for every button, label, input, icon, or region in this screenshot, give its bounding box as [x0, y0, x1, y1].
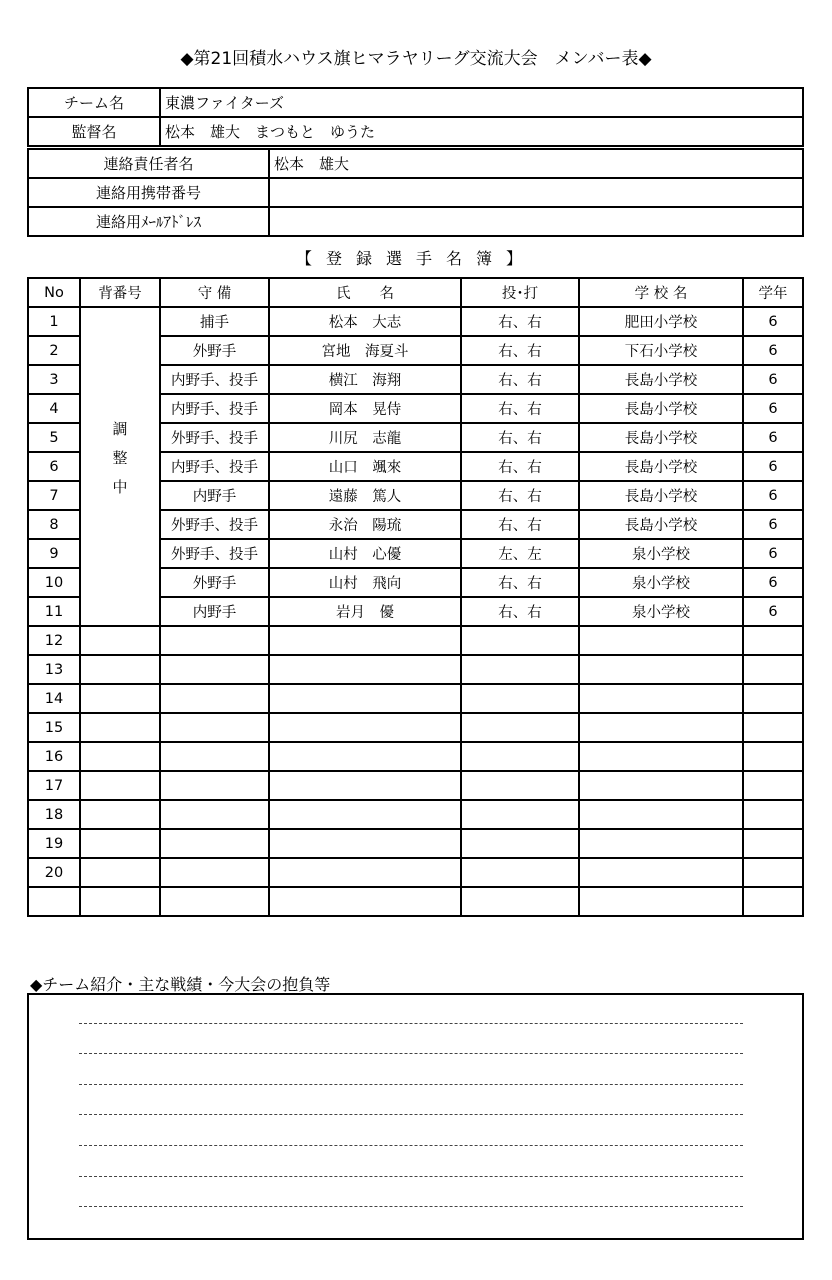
header-name: 氏 名: [269, 278, 461, 307]
uniform-number-cell[interactable]: [80, 858, 160, 887]
player-position[interactable]: [160, 626, 269, 655]
table-row: [28, 307, 803, 336]
player-position[interactable]: 外野手: [160, 568, 269, 597]
player-position[interactable]: 内野手: [160, 597, 269, 626]
table-row: [28, 626, 803, 655]
page-title: ◆第21回積水ハウス旗ヒマラヤリーグ交流大会 メンバー表◆: [180, 49, 652, 69]
player-no: 12: [28, 626, 80, 655]
email-row: [28, 207, 803, 236]
email-label: 連絡用ﾒｰﾙｱﾄﾞﾚｽ: [28, 207, 269, 236]
player-name[interactable]: [269, 626, 461, 655]
player-school[interactable]: 泉小学校: [579, 539, 743, 568]
player-throw-bat[interactable]: 右、右: [461, 307, 579, 336]
table-row: [28, 684, 803, 713]
roster-table: [27, 277, 804, 917]
player-no: 18: [28, 800, 80, 829]
player-school[interactable]: [579, 887, 743, 916]
player-school[interactable]: [579, 771, 743, 800]
player-grade[interactable]: [743, 713, 803, 742]
player-position[interactable]: [160, 655, 269, 684]
player-no: 13: [28, 655, 80, 684]
player-school[interactable]: 長島小学校: [579, 423, 743, 452]
uniform-number-cell[interactable]: [80, 771, 160, 800]
header-throw-bat: 投･打: [461, 278, 579, 307]
player-throw-bat[interactable]: [461, 655, 579, 684]
player-no: 8: [28, 510, 80, 539]
player-grade[interactable]: [743, 829, 803, 858]
player-name[interactable]: 山村 心優: [269, 539, 461, 568]
player-position[interactable]: [160, 771, 269, 800]
player-school[interactable]: [579, 829, 743, 858]
player-grade[interactable]: 6: [743, 597, 803, 626]
player-position[interactable]: 内野手: [160, 481, 269, 510]
player-school[interactable]: 下石小学校: [579, 336, 743, 365]
table-row: [28, 713, 803, 742]
player-school[interactable]: 肥田小学校: [579, 307, 743, 336]
uniform-number-cell[interactable]: [80, 307, 160, 626]
player-grade[interactable]: 6: [743, 394, 803, 423]
player-position[interactable]: 捕手: [160, 307, 269, 336]
player-school[interactable]: [579, 713, 743, 742]
header-grade: 学年: [743, 278, 803, 307]
uniform-number-cell[interactable]: [80, 655, 160, 684]
player-name[interactable]: [269, 771, 461, 800]
uniform-number-cell[interactable]: [80, 887, 160, 916]
player-position[interactable]: [160, 800, 269, 829]
player-school[interactable]: [579, 655, 743, 684]
player-no: 10: [28, 568, 80, 597]
player-throw-bat[interactable]: [461, 684, 579, 713]
player-school[interactable]: 長島小学校: [579, 452, 743, 481]
player-name[interactable]: [269, 655, 461, 684]
player-school[interactable]: 泉小学校: [579, 568, 743, 597]
player-throw-bat[interactable]: 右、右: [461, 597, 579, 626]
player-school[interactable]: [579, 858, 743, 887]
player-throw-bat[interactable]: [461, 800, 579, 829]
contact-label: 連絡責任者名: [28, 149, 269, 178]
dashed-line: [79, 1114, 743, 1115]
player-no: 4: [28, 394, 80, 423]
player-school[interactable]: [579, 626, 743, 655]
player-throw-bat[interactable]: [461, 771, 579, 800]
player-name[interactable]: [269, 858, 461, 887]
uniform-number-cell[interactable]: [80, 713, 160, 742]
player-no: 2: [28, 336, 80, 365]
player-name[interactable]: [269, 800, 461, 829]
player-position[interactable]: [160, 887, 269, 916]
player-no: 15: [28, 713, 80, 742]
manager-value[interactable]: 松本 雄大 まつもと ゆうた: [160, 117, 803, 146]
player-position[interactable]: 外野手: [160, 336, 269, 365]
player-name[interactable]: [269, 887, 461, 916]
player-grade[interactable]: 6: [743, 568, 803, 597]
player-throw-bat[interactable]: 右、右: [461, 568, 579, 597]
player-position[interactable]: 内野手、投手: [160, 394, 269, 423]
player-throw-bat[interactable]: 右、右: [461, 423, 579, 452]
player-no: 16: [28, 742, 80, 771]
table-row: [28, 742, 803, 771]
team-info-table: [27, 87, 804, 147]
uniform-number-cell[interactable]: [80, 684, 160, 713]
table-row: [28, 800, 803, 829]
player-grade[interactable]: 6: [743, 307, 803, 336]
player-grade[interactable]: 6: [743, 365, 803, 394]
dashed-line: [79, 1145, 743, 1146]
player-name[interactable]: 山村 飛向: [269, 568, 461, 597]
player-no: 20: [28, 858, 80, 887]
player-grade[interactable]: [743, 771, 803, 800]
player-name[interactable]: 松本 大志: [269, 307, 461, 336]
player-grade[interactable]: 6: [743, 452, 803, 481]
player-throw-bat[interactable]: 右、右: [461, 510, 579, 539]
player-throw-bat[interactable]: [461, 829, 579, 858]
phone-value[interactable]: [269, 178, 803, 207]
player-name[interactable]: [269, 829, 461, 858]
player-name[interactable]: [269, 684, 461, 713]
table-row: [28, 771, 803, 800]
header-no: No: [28, 278, 80, 307]
table-row: [28, 858, 803, 887]
player-name[interactable]: [269, 742, 461, 771]
uniform-note: 調整中: [110, 421, 129, 508]
player-grade[interactable]: 6: [743, 539, 803, 568]
player-position[interactable]: 外野手、投手: [160, 510, 269, 539]
player-name[interactable]: 遠藤 篤人: [269, 481, 461, 510]
header-school: 学 校 名: [579, 278, 743, 307]
player-throw-bat[interactable]: 左、左: [461, 539, 579, 568]
player-name[interactable]: 山口 颯來: [269, 452, 461, 481]
player-throw-bat[interactable]: [461, 858, 579, 887]
contact-info-table: [27, 148, 804, 237]
player-position[interactable]: [160, 742, 269, 771]
player-grade[interactable]: 6: [743, 481, 803, 510]
dashed-line: [79, 1084, 743, 1085]
player-school[interactable]: [579, 684, 743, 713]
player-throw-bat[interactable]: 右、右: [461, 452, 579, 481]
player-no: 3: [28, 365, 80, 394]
player-grade[interactable]: [743, 626, 803, 655]
player-grade[interactable]: [743, 858, 803, 887]
roster-header-row: [28, 278, 803, 307]
manager-row: [28, 117, 803, 146]
roster-title: 【登録選手名簿】: [295, 249, 536, 268]
player-grade[interactable]: [743, 887, 803, 916]
header-uniform-number: 背番号: [80, 278, 160, 307]
uniform-number-cell[interactable]: [80, 800, 160, 829]
player-grade[interactable]: 6: [743, 510, 803, 539]
player-throw-bat[interactable]: [461, 626, 579, 655]
player-grade[interactable]: [743, 800, 803, 829]
player-school[interactable]: 長島小学校: [579, 481, 743, 510]
phone-row: [28, 178, 803, 207]
player-name[interactable]: 永治 陽琉: [269, 510, 461, 539]
contact-value[interactable]: 松本 雄大: [269, 149, 803, 178]
player-grade[interactable]: 6: [743, 336, 803, 365]
player-position[interactable]: [160, 858, 269, 887]
player-throw-bat[interactable]: [461, 713, 579, 742]
player-name[interactable]: 宮地 海夏斗: [269, 336, 461, 365]
player-throw-bat[interactable]: [461, 742, 579, 771]
player-grade[interactable]: [743, 655, 803, 684]
intro-box[interactable]: [27, 993, 804, 1240]
dashed-line: [79, 1053, 743, 1054]
player-throw-bat[interactable]: [461, 887, 579, 916]
player-throw-bat[interactable]: 右、右: [461, 365, 579, 394]
phone-label: 連絡用携帯番号: [28, 178, 269, 207]
table-row: [28, 829, 803, 858]
player-position[interactable]: 外野手、投手: [160, 423, 269, 452]
table-row: [28, 887, 803, 916]
player-school[interactable]: 長島小学校: [579, 510, 743, 539]
player-position[interactable]: [160, 684, 269, 713]
player-throw-bat[interactable]: 右、右: [461, 394, 579, 423]
player-no: 14: [28, 684, 80, 713]
uniform-number-cell[interactable]: [80, 829, 160, 858]
table-row: [28, 655, 803, 684]
player-no: 1: [28, 307, 80, 336]
player-no: 11: [28, 597, 80, 626]
player-no: 5: [28, 423, 80, 452]
player-school[interactable]: 泉小学校: [579, 597, 743, 626]
uniform-number-cell[interactable]: [80, 742, 160, 771]
manager-label: 監督名: [28, 117, 160, 146]
email-value[interactable]: [269, 207, 803, 236]
player-no: 9: [28, 539, 80, 568]
dashed-line: [79, 1023, 743, 1024]
player-position[interactable]: 内野手、投手: [160, 365, 269, 394]
player-name[interactable]: 岩月 優: [269, 597, 461, 626]
header-position: 守 備: [160, 278, 269, 307]
player-school[interactable]: 長島小学校: [579, 394, 743, 423]
contact-row: [28, 149, 803, 178]
team-value[interactable]: 東濃ファイターズ: [160, 88, 803, 117]
player-no: [28, 887, 80, 916]
player-grade[interactable]: [743, 742, 803, 771]
player-name[interactable]: [269, 713, 461, 742]
player-no: 7: [28, 481, 80, 510]
player-position[interactable]: 外野手、投手: [160, 539, 269, 568]
player-school[interactable]: 長島小学校: [579, 365, 743, 394]
player-name[interactable]: 横江 海翔: [269, 365, 461, 394]
team-label: チーム名: [28, 88, 160, 117]
player-no: 6: [28, 452, 80, 481]
player-position[interactable]: [160, 713, 269, 742]
player-throw-bat[interactable]: 右、右: [461, 336, 579, 365]
player-school[interactable]: [579, 742, 743, 771]
player-grade[interactable]: 6: [743, 423, 803, 452]
player-grade[interactable]: [743, 684, 803, 713]
dashed-line: [79, 1176, 743, 1177]
intro-heading: ◆チーム紹介・主な戦績・今大会の抱負等: [30, 975, 331, 994]
player-no: 19: [28, 829, 80, 858]
player-name[interactable]: 岡本 晃侍: [269, 394, 461, 423]
player-throw-bat[interactable]: 右、右: [461, 481, 579, 510]
player-position[interactable]: 内野手、投手: [160, 452, 269, 481]
uniform-number-cell[interactable]: [80, 626, 160, 655]
team-row: [28, 88, 803, 117]
dashed-line: [79, 1206, 743, 1207]
player-school[interactable]: [579, 800, 743, 829]
player-no: 17: [28, 771, 80, 800]
player-name[interactable]: 川尻 志龍: [269, 423, 461, 452]
player-position[interactable]: [160, 829, 269, 858]
